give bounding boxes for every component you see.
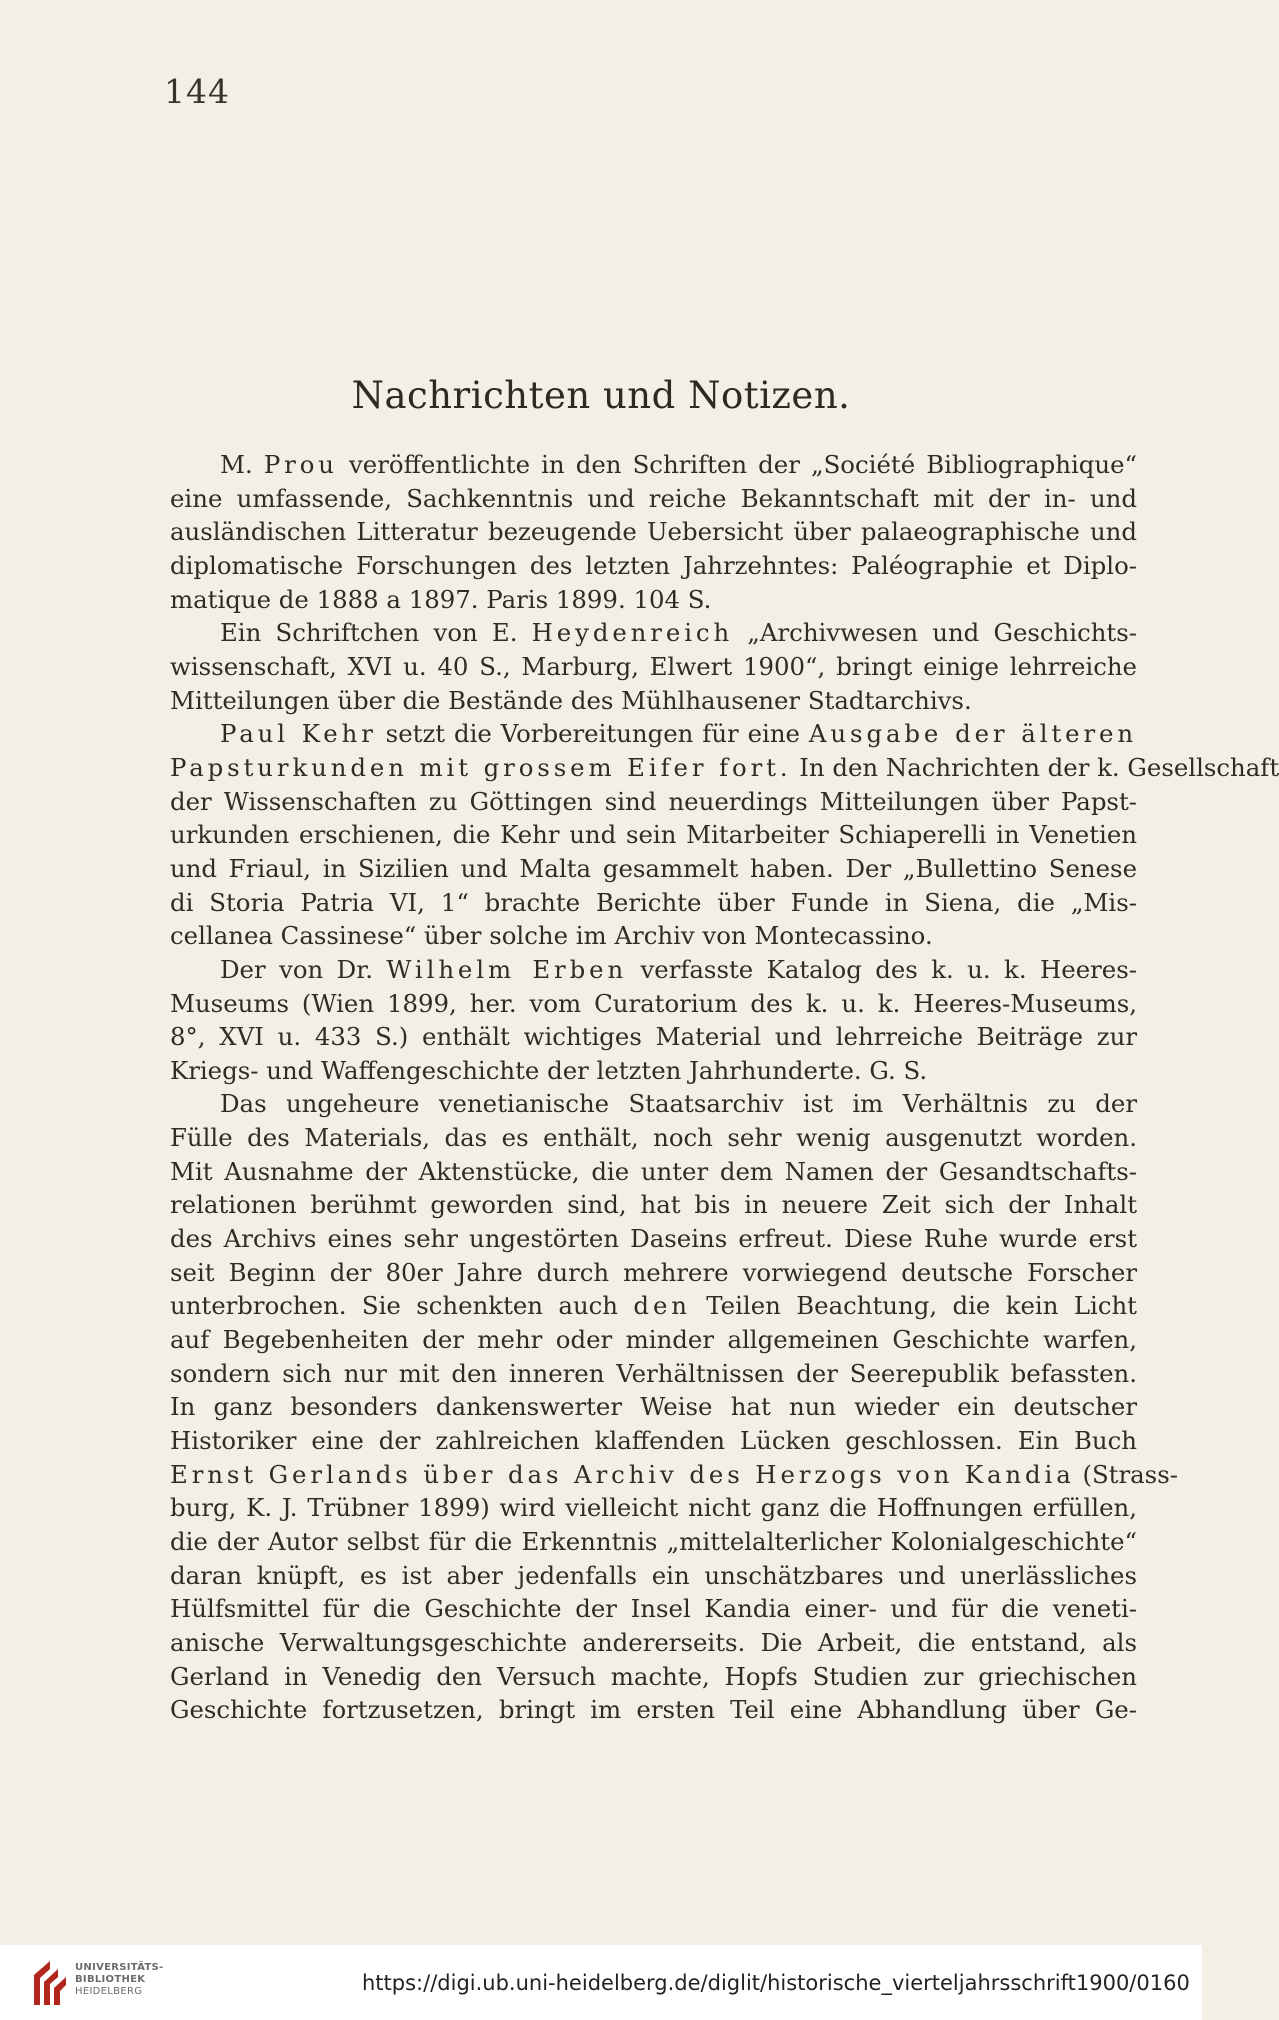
logo-line-2: BIBLIOTHEK	[75, 1974, 146, 1985]
text-line	[170, 751, 1279, 785]
text-line	[170, 1121, 1137, 1155]
text-line	[170, 684, 1137, 718]
text-segment: veröffentlichte in den Schriften der „Société Bibliographique“	[337, 450, 1137, 479]
text-line	[170, 1626, 1137, 1660]
text-segment: Der von Dr.	[220, 954, 387, 984]
text-segment: verfasste Katalog des k. u. k. Heeres-	[627, 954, 1137, 984]
text-segment: burg, K. J. Trübner 1899) wird vielleicht nicht ganz die Hoffnungen erfüllen,	[170, 1493, 1137, 1523]
text-line	[170, 1188, 1137, 1222]
text-line	[170, 886, 1137, 920]
text-line	[170, 1222, 1137, 1256]
text-segment: (Strass-	[1074, 1459, 1178, 1489]
text-line	[170, 1424, 1137, 1458]
text-segment: relationen berühmt geworden sind, hat bis in neuere Zeit sich der Inhalt	[170, 1190, 1137, 1220]
text-line	[170, 1458, 1178, 1492]
text-line	[170, 1559, 1137, 1593]
text-segment: Historiker eine der zahlreichen klaffenden Lücken geschlossen. Ein Buch	[170, 1426, 1137, 1456]
text-segment: Geschichte fortzusetzen, bringt im ersten Teil eine Abhandlung über Ge-	[170, 1695, 1137, 1725]
text-segment: daran knüpft, es ist aber jedenfalls ein unschätzbares und unerlässliches	[170, 1560, 1137, 1590]
text-line	[170, 1155, 1137, 1189]
spaced-text: Wilhelm Erben	[386, 954, 628, 984]
spaced-text: Heydenreich	[531, 618, 734, 648]
text-segment: cellanea Cassinese“ über solche im Archiv von Montecassino.	[170, 921, 933, 951]
text-segment: M.	[220, 450, 264, 479]
text-segment: In ganz besonders dankenswerter Weise hat nun wieder ein deutscher	[170, 1392, 1137, 1422]
text-segment: seit Beginn der 80er Jahre durch mehrere vorwiegend deutsche Forscher	[170, 1257, 1137, 1287]
spaced-text: den	[633, 1291, 691, 1321]
text-segment: Fülle des Materials, das es enthält, noch sehr wenig ausgenutzt worden.	[170, 1123, 1137, 1153]
text-segment: Das ungeheure venetianische Staatsarchiv ist im Verhältnis zu der	[220, 1089, 1137, 1119]
text-segment: Kriegs- und Waffengeschichte der letzten Jahrhunderte. G. S.	[170, 1055, 928, 1085]
spaced-text: Papsturkunden mit grossem Eifer fort.	[170, 752, 792, 782]
spaced-text: Prou	[263, 450, 338, 479]
text-line	[170, 818, 1137, 852]
article-body	[170, 448, 1279, 1727]
library-logo-text	[75, 1962, 164, 1998]
text-line	[170, 448, 1137, 482]
text-segment: des Archivs eines sehr ungestörten Daseins erfreut. Diese Ruhe wurde erst	[170, 1224, 1137, 1254]
text-line	[170, 515, 1137, 549]
text-segment: die der Autor selbst für die Erkenntnis „mittelalterlicher Kolonialgeschichte“	[170, 1527, 1137, 1556]
text-segment: auf Begebenheiten der mehr oder minder allgemeinen Geschichte warfen,	[170, 1325, 1137, 1355]
text-line	[170, 583, 1137, 617]
text-segment: di Storia Patria VI, 1“ brachte Berichte über Funde in Siena, die „Mis-	[170, 887, 1137, 917]
spaced-text: Ausgabe der älteren	[808, 719, 1138, 749]
text-line	[170, 1660, 1137, 1694]
text-segment: urkunden erschienen, die Kehr und sein Mitarbeiter Schiaperelli in Venetien	[170, 820, 1137, 850]
text-segment: Gerland in Venedig den Versuch machte, Hopfs Studien zur griechischen	[170, 1661, 1137, 1691]
text-line	[170, 1289, 1137, 1323]
text-line	[170, 919, 1137, 953]
text-line	[170, 549, 1137, 583]
text-segment: sondern sich nur mit den inneren Verhältnissen der Seerepublik befassten.	[170, 1358, 1137, 1388]
text-line	[170, 987, 1137, 1021]
text-segment: und Friaul, in Sizilien und Malta gesammelt haben. Der „Bullettino Senese	[170, 853, 1137, 883]
text-segment: diplomatische Forschungen des letzten Jahrzehntes: Paléographie et Diplo-	[170, 550, 1137, 580]
text-segment: 8°, XVI u. 433 S.) enthält wichtiges Material und lehrreiche Beiträge zur	[170, 1022, 1137, 1052]
text-line	[170, 482, 1137, 516]
text-line	[170, 1256, 1137, 1290]
text-segment: eine umfassende, Sachkenntnis und reiche Bekanntschaft mit der in- und	[170, 483, 1137, 513]
spaced-text: Ernst Gerlands über das Archiv des Herzogs von Kandia	[170, 1459, 1075, 1489]
text-segment: Hülfsmittel für die Geschichte der Insel Kandia einer- und für die veneti-	[170, 1594, 1137, 1624]
text-segment: unterbrochen. Sie schenkten auch	[170, 1291, 634, 1321]
text-line	[170, 1592, 1137, 1626]
page-number: 144	[164, 72, 230, 111]
page-title: Nachrichten und Notizen.	[351, 374, 851, 417]
text-line	[170, 1087, 1137, 1121]
text-segment: anische Verwaltungsgeschichte andererseits. Die Arbeit, die entstand, als	[170, 1627, 1137, 1657]
text-segment: setzt die Vorbereitungen für eine	[376, 719, 809, 749]
text-line	[170, 1390, 1137, 1424]
text-segment: In den Nachrichten der k. Gesellschaft	[791, 752, 1279, 782]
text-line	[170, 1525, 1137, 1559]
text-line	[170, 1323, 1137, 1357]
logo-line-1: UNIVERSITÄTS-	[75, 1962, 164, 1973]
text-line	[170, 1054, 1137, 1088]
text-line	[170, 1357, 1137, 1391]
logo-line-3: HEIDELBERG	[75, 1986, 143, 1997]
text-line	[170, 1020, 1137, 1054]
spaced-text: Paul Kehr	[220, 719, 377, 749]
text-segment: Mit Ausnahme der Aktenstücke, die unter dem Namen der Gesandtschafts-	[170, 1156, 1137, 1186]
text-line	[170, 1693, 1137, 1727]
text-segment: ausländischen Litteratur bezeugende Uebersicht über palaeographische und	[170, 517, 1137, 547]
text-line	[170, 852, 1137, 886]
text-line	[170, 616, 1137, 650]
heidelberg-library-logo-icon	[28, 1955, 72, 2013]
text-segment: wissenschaft, XVI u. 40 S., Marburg, Elwert 1900“, bringt einige lehrreiche	[170, 651, 1137, 681]
text-segment: matique de 1888 a 1897. Paris 1899. 104 S.	[170, 584, 712, 614]
text-line	[170, 1491, 1137, 1525]
footer-bar	[0, 1945, 1202, 2020]
text-segment: der Wissenschaften zu Göttingen sind neuerdings Mitteilungen über Papst-	[170, 786, 1137, 816]
text-segment: Teilen Beachtung, die kein Licht	[690, 1291, 1137, 1321]
text-line	[170, 785, 1137, 819]
text-segment: „Archivwesen und Geschichts-	[733, 618, 1137, 648]
text-line	[170, 953, 1137, 987]
text-line	[170, 650, 1137, 684]
source-url[interactable]: https://digi.ub.uni-heidelberg.de/diglit/historische_vierteljahrsschrift1900/0160	[362, 1971, 1190, 1995]
text-line	[170, 717, 1137, 751]
text-segment: Museums (Wien 1899, her. vom Curatorium des k. u. k. Heeres-Museums,	[170, 988, 1137, 1018]
text-segment: Mitteilungen über die Bestände des Mühlhausener Stadtarchivs.	[170, 685, 972, 715]
text-segment: Ein Schriftchen von E.	[220, 618, 532, 648]
